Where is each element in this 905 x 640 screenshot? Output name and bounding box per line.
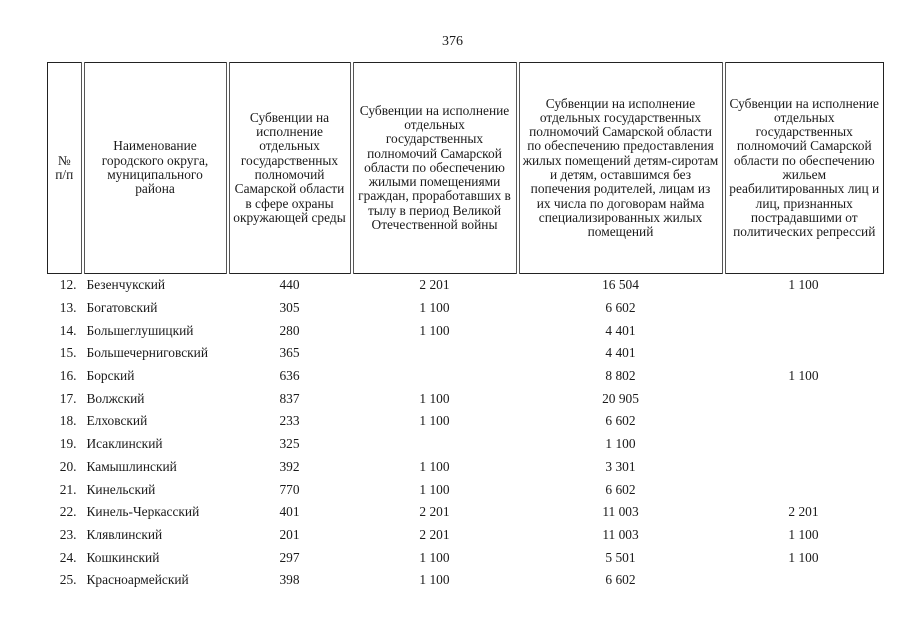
row-number: 23. xyxy=(59,526,77,542)
environment-value: 297 xyxy=(279,549,300,565)
orphans-housing-value: 20 905 xyxy=(602,390,639,406)
row-number: 19. xyxy=(59,436,77,452)
municipality-name: Красноармейский xyxy=(86,572,189,588)
orphans-housing-value: 6 602 xyxy=(605,413,636,429)
rehabilitated-housing-value xyxy=(724,297,884,320)
page-number: 376 xyxy=(442,34,463,49)
veterans-housing-value: 2 201 xyxy=(419,526,450,542)
row-number: 22. xyxy=(59,504,77,520)
municipality-name: Большеглушицкий xyxy=(86,322,194,338)
orphans-housing-value: 6 602 xyxy=(605,300,636,316)
row-number: 18. xyxy=(59,413,77,429)
municipality-name: Исаклинский xyxy=(86,436,163,452)
veterans-housing-value: 2 201 xyxy=(419,277,450,293)
municipality-name: Елховский xyxy=(86,413,148,429)
table-row xyxy=(48,319,884,342)
municipality-name: Волжский xyxy=(86,390,145,406)
municipality-name: Клявлинский xyxy=(86,526,163,542)
orphans-housing-value: 16 504 xyxy=(602,277,639,293)
table-row xyxy=(48,569,884,592)
orphans-housing-value: 1 100 xyxy=(605,436,636,452)
table-row xyxy=(48,410,884,433)
veterans-housing-value: 1 100 xyxy=(419,481,450,497)
orphans-housing-value: 4 401 xyxy=(605,345,636,361)
row-number: 20. xyxy=(59,458,77,474)
table-row xyxy=(48,524,884,547)
table-row xyxy=(48,546,884,569)
municipality-name: Кошкинский xyxy=(86,549,160,565)
municipality-name: Богатовский xyxy=(86,300,158,316)
header-orphans-housing-subvention: Субвенции на исполнение отдельных государственных полномочий Самарской области по обеспечению предоставления жилых помещений детям-сиротам и детям, оставшимся без попечения родителей, лицам из их числа по договорам найма специализированных жилых помещений xyxy=(518,63,724,274)
environment-value: 770 xyxy=(279,481,300,497)
veterans-housing-value xyxy=(352,365,518,388)
municipality-name: Борский xyxy=(86,368,135,384)
orphans-housing-value: 5 501 xyxy=(605,549,636,565)
table-row xyxy=(48,501,884,524)
table-row xyxy=(48,456,884,479)
veterans-housing-value: 1 100 xyxy=(419,458,450,474)
veterans-housing-value: 1 100 xyxy=(419,322,450,338)
veterans-housing-value: 1 100 xyxy=(419,549,450,565)
environment-value: 201 xyxy=(279,526,300,542)
row-number: 24. xyxy=(59,549,77,565)
row-number: 15. xyxy=(59,345,77,361)
veterans-housing-value: 1 100 xyxy=(419,413,450,429)
orphans-housing-value: 6 602 xyxy=(605,572,636,588)
header-row xyxy=(48,63,884,274)
rehabilitated-housing-value xyxy=(724,478,884,501)
rehabilitated-housing-value xyxy=(724,319,884,342)
environment-value: 325 xyxy=(279,436,300,452)
table-row xyxy=(48,478,884,501)
subvention-table xyxy=(47,62,884,592)
municipality-name: Безенчукский xyxy=(86,277,166,293)
row-number: 25. xyxy=(59,572,77,588)
veterans-housing-value: 1 100 xyxy=(419,390,450,406)
orphans-housing-value: 3 301 xyxy=(605,458,636,474)
table-row xyxy=(48,342,884,365)
environment-value: 398 xyxy=(279,572,300,588)
rehabilitated-housing-value: 1 100 xyxy=(788,549,819,565)
municipality-name: Большечерниговский xyxy=(86,345,209,361)
rehabilitated-housing-value xyxy=(724,569,884,592)
veterans-housing-value: 1 100 xyxy=(419,572,450,588)
rehabilitated-housing-value xyxy=(724,387,884,410)
table-row xyxy=(48,365,884,388)
veterans-housing-value: 1 100 xyxy=(419,300,450,316)
rehabilitated-housing-value xyxy=(724,433,884,456)
environment-value: 365 xyxy=(279,345,300,361)
table-row xyxy=(48,274,884,297)
header-veterans-housing-subvention: Субвенции на исполнение отдельных государственных полномочий Самарской области по обеспечению жилыми помещениями граждан, проработавших в тылу в период Великой Отечественной войны xyxy=(352,63,518,274)
orphans-housing-value: 8 802 xyxy=(605,368,636,384)
row-number: 21. xyxy=(59,481,77,497)
rehabilitated-housing-value xyxy=(724,342,884,365)
rehabilitated-housing-value xyxy=(724,410,884,433)
orphans-housing-value: 11 003 xyxy=(602,526,639,542)
municipality-name: Кинель-Черкасский xyxy=(86,504,200,520)
orphans-housing-value: 6 602 xyxy=(605,481,636,497)
row-number: 17. xyxy=(59,390,77,406)
veterans-housing-value xyxy=(352,433,518,456)
veterans-housing-value: 2 201 xyxy=(419,504,450,520)
row-number: 16. xyxy=(59,368,77,384)
veterans-housing-value xyxy=(352,342,518,365)
table-row xyxy=(48,433,884,456)
environment-value: 636 xyxy=(279,368,300,384)
header-municipality: Наименование городского округа, муниципального района xyxy=(83,63,228,274)
environment-value: 305 xyxy=(279,300,300,316)
header-rehabilitated-housing-subvention: Субвенции на исполнение отдельных государственных полномочий Самарской области по обеспечению жильем реабилитированных лиц и лиц, признанных пострадавшими от политических репрессий xyxy=(724,63,884,274)
row-number: 13. xyxy=(59,300,77,316)
rehabilitated-housing-value xyxy=(724,456,884,479)
orphans-housing-value: 4 401 xyxy=(605,322,636,338)
rehabilitated-housing-value: 1 100 xyxy=(788,368,819,384)
environment-value: 837 xyxy=(279,390,300,406)
row-number: 12. xyxy=(59,277,77,293)
table-body xyxy=(48,274,884,592)
environment-value: 233 xyxy=(279,413,300,429)
orphans-housing-value: 11 003 xyxy=(602,504,639,520)
rehabilitated-housing-value: 1 100 xyxy=(788,277,819,293)
environment-value: 280 xyxy=(279,322,300,338)
environment-value: 440 xyxy=(279,277,300,293)
table-row xyxy=(48,297,884,320)
row-number: 14. xyxy=(59,322,77,338)
table-row xyxy=(48,387,884,410)
environment-value: 401 xyxy=(279,504,300,520)
rehabilitated-housing-value: 2 201 xyxy=(788,504,819,520)
header-number: № п/п xyxy=(48,63,83,274)
environment-value: 392 xyxy=(279,458,300,474)
rehabilitated-housing-value: 1 100 xyxy=(788,526,819,542)
municipality-name: Кинельский xyxy=(86,481,156,497)
header-environment-subvention: Субвенции на исполнение отдельных государственных полномочий Самарской области в сфере охраны окружающей среды xyxy=(228,63,352,274)
municipality-name: Камышлинский xyxy=(86,458,177,474)
